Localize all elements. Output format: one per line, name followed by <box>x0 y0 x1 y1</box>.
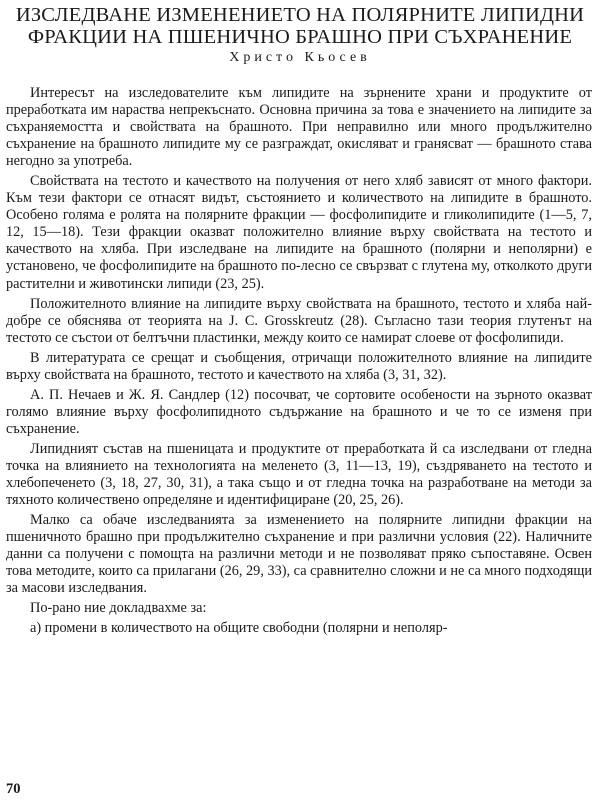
paragraph: Положителното влияние на липидите върху свойствата на брашното, тестото и хляба най-добре се обяснява от теорията на J. C. Grosskreutz (28). Съгласно тази теория глутенът на тестото се състои от белтъчни пластинки, между които се намират слоеве от фосфолипиди. <box>6 295 592 346</box>
paragraph: Липидният състав на пшеницата и продуктите от преработката й са изследвани от гледна точка на влиянието на технологията на меленето (3, 11—13, 19), създряването на тестото и хлебопеченето (3, 18, 27, 30, 31), а така също и от гледна точка на разработване на методи за тяхното количествено определяне и идентифициране (20, 25, 26). <box>6 440 592 509</box>
title-line-1: ИЗСЛЕДВАНЕ ИЗМЕНЕНИЕТО НА ПОЛЯРНИТЕ ЛИПИДНИ <box>15 4 585 26</box>
author-name: Христо Кьосев <box>229 50 371 65</box>
paragraph: А. П. Нечаев и Ж. Я. Сандлер (12) посочват, че сортовите особености на зърното оказват голямо влияние върху фосфолипидното съдържание на брашното и че то се изменя при съхранение. <box>6 386 592 437</box>
paragraph: Малко са обаче изследванията за изменението на полярните липидни фракции на пшеничното брашно при продължително съхранение и при различни условия (22). Наличните данни са получени с помощта на различни методи и не позволяват пряко съпоставяне. Освен това методите, които са прилагани (26, 29, 33), са сравнително сложни и не са много подходящи за масови изследвания. <box>6 512 592 597</box>
article-title <box>10 4 590 48</box>
page-number: 70 <box>6 781 21 797</box>
paragraph: По-рано ние докладвахме за: <box>30 600 207 617</box>
article-body <box>6 85 592 640</box>
paragraph: В литературата се срещат и съобщения, отричащи положителното влияние на липидите върху свойствата на брашното, тестото и качеството на хляба (3, 31, 32). <box>6 349 592 383</box>
paragraph: Свойствата на тестото и качеството на получения от него хляб зависят от много фактори. Към тези фактори се отнасят видът, състоянието и количеството на липидите в брашното. Особено голяма е ролята на полярните фракции — фосфолипидите и гликолипидите (1—5, 7, 12, 15—18). Тези фракции оказват положително влияние върху свойствата на тестото и качеството на хляба. При изследване на липидите на брашното (полярни и неполярни) е установено, че фосфолипидите на брашното по-лесно се свързват с глутена му, отколкото други растителни и животински липиди (23, 25). <box>6 173 592 292</box>
title-line-2: ФРАКЦИИ НА ПШЕНИЧНО БРАШНО ПРИ СЪХРАНЕНИЕ <box>27 26 573 48</box>
paragraph: Интересът на изследователите към липидите на зърнените храни и продуктите от преработката им нараства непрекъснато. Основна причина за това е значението на липидите за съхраняемостта и свойствата на брашното. При неправилно или много продължително съхранение на брашното липидите му се разграждат, окисляват и гранясват — брашното става негодно за употреба. <box>6 85 592 170</box>
paragraph: а) промени в количеството на общите свободни (полярни и неполяр- <box>30 620 448 637</box>
